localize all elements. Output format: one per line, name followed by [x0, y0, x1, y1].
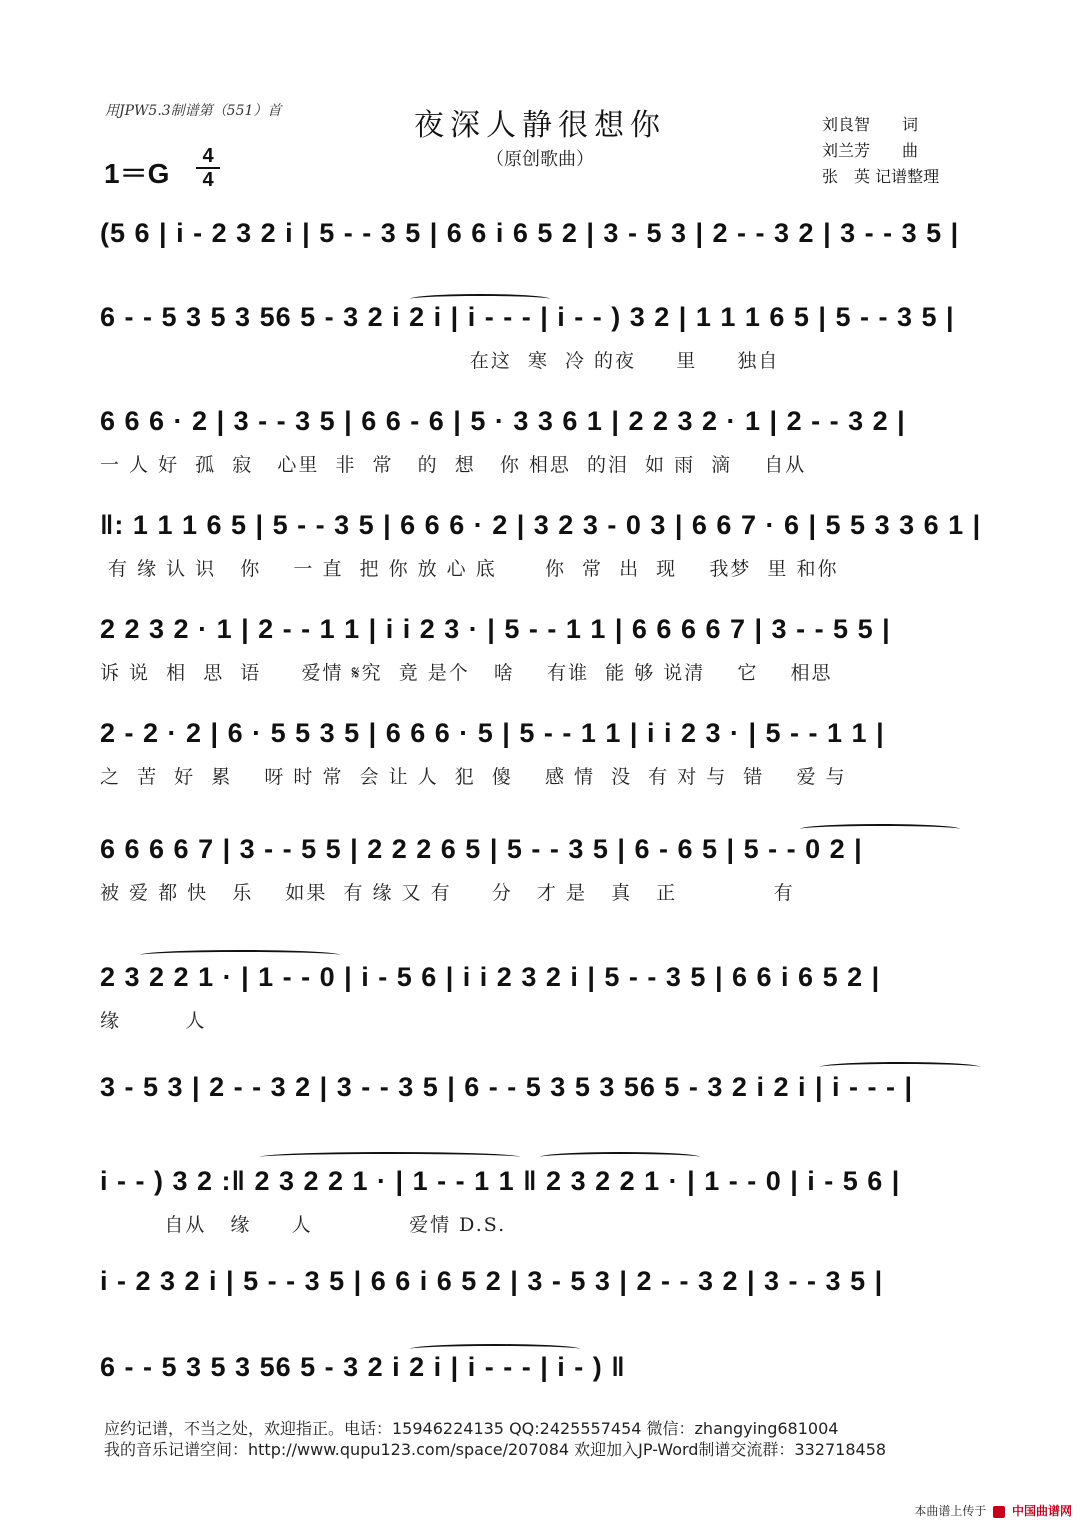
notation-line: ‖: 1 1 1 6 5 | 5 - - 3 5 | 6 6 6 · 2 | 3 2 3 - 0 3 | 6 6 7 · 6 | 5 5 3 3 6 1 | — [100, 510, 982, 540]
notation-line: 6 6 6 · 2 | 3 - - 3 5 | 6 6 - 6 | 5 · 3 3 6 1 | 2 2 3 2 · 1 | 2 - - 3 2 | — [100, 406, 906, 436]
composer-credit: 刘兰芳 曲 — [822, 141, 919, 160]
lyrics-line: 一 人 好 孤 寂 心里 非 常 的 想 你 相思 的泪 如 雨 滴 自从 — [100, 454, 807, 476]
key-signature: 1＝G — [104, 158, 170, 189]
lyrics-line: 自从 缘 人 爱情 D.S. — [100, 1214, 507, 1236]
volta-bracket — [260, 1152, 520, 1162]
notation-line: 2 - 2 · 2 | 6 · 5 5 3 5 | 6 6 6 · 5 | 5 - - 1 1 | i i 2 3 · | 5 - - 1 1 | — [100, 718, 885, 748]
ending-bracket — [540, 1152, 700, 1162]
software-credit: 用JPW5.3制谱第（551）首 — [105, 103, 282, 119]
lyrics-line — [100, 1396, 980, 1420]
time-signature — [196, 146, 220, 190]
notation-line: 6 - - 5 3 5 3 56 5 - 3 2 i 2 i | i - - - | i - ) ‖ — [100, 1352, 626, 1382]
site-logo-icon — [993, 1506, 1005, 1518]
lyrics-line: 缘 人 — [100, 1010, 207, 1032]
tie-arc — [140, 950, 340, 960]
lyrics-line — [100, 1310, 980, 1334]
notation-line: 3 - 5 3 | 2 - - 3 2 | 3 - - 3 5 | 6 - - 5 3 5 3 56 5 - 3 2 i 2 i | i - - - | — [100, 1072, 914, 1102]
upload-prefix: 本曲谱上传于 — [914, 1504, 987, 1518]
song-subtitle: （原创歌曲） — [486, 149, 594, 170]
tie-arc — [820, 1062, 980, 1072]
lyrics-line: 诉 说 相 思 语 爱情 𝄋究 竟 是个 啥 有谁 能 够 说清 它 相思 — [100, 662, 833, 684]
site-brand[interactable]: 中国曲谱网 — [1011, 1504, 1072, 1518]
footer-notes — [104, 1418, 886, 1460]
lyrics-line: 在这 寒 冷 的夜 里 独自 — [100, 350, 780, 372]
footer-links[interactable]: 我的音乐记谱空间：http://www.qupu123.com/space/207084 欢迎加入JP-Word制谱交流群：332718458 — [104, 1440, 887, 1459]
notation-line: i - - ) 3 2 :‖ 2 3 2 2 1 · | 1 - - 1 1 ‖ 2 3 2 2 1 · | 1 - - 0 | i - 5 6 | — [100, 1166, 901, 1196]
lyrics-line: 之 苦 好 累 呀 时 常 会 让 人 犯 傻 感 情 没 有 对 与 错 爱 与 — [100, 766, 847, 788]
song-title: 夜深人静很想你 — [414, 108, 666, 143]
lyrics-line — [100, 262, 980, 286]
transcriber-credit: 张 英 记谱整理 — [822, 167, 940, 186]
footer-contact: 应约记谱，不当之处，欢迎指正。电话：15946224135 QQ:2425557454 微信：zhangying681004 — [104, 1419, 839, 1438]
notation-line: 6 - - 5 3 5 3 56 5 - 3 2 i 2 i | i - - - | i - - ) 3 2 | 1 1 1 6 5 | 5 - - 3 5 | — [100, 302, 955, 332]
tie-arc — [800, 824, 960, 834]
notation-line: i - 2 3 2 i | 5 - - 3 5 | 6 6 i 6 5 2 | 3 - 5 3 | 2 - - 3 2 | 3 - - 3 5 | — [100, 1266, 884, 1296]
notation-line: 2 3 2 2 1 · | 1 - - 0 | i - 5 6 | i i 2 3 2 i | 5 - - 3 5 | 6 6 i 6 5 2 | — [100, 962, 881, 992]
upload-note — [914, 1502, 1072, 1519]
time-signature-top: 4 — [202, 145, 214, 167]
notation-line: 6 6 6 6 7 | 3 - - 5 5 | 2 2 2 6 5 | 5 - - 3 5 | 6 - 6 5 | 5 - - 0 2 | — [100, 834, 863, 864]
lyrics-line — [100, 1116, 980, 1140]
time-signature-bottom: 4 — [202, 169, 214, 191]
lyricist-credit: 刘良智 词 — [822, 115, 919, 134]
lyrics-line: 被 爱 都 快 乐 如果 有 缘 又 有 分 才 是 真 正 有 — [100, 882, 795, 904]
notation-line: 2 2 3 2 · 1 | 2 - - 1 1 | i i 2 3 · | 5 - - 1 1 | 6 6 6 6 7 | 3 - - 5 5 | — [100, 614, 891, 644]
notation-line: (5 6 | i - 2 3 2 i | 5 - - 3 5 | 6 6 i 6 5 2 | 3 - 5 3 | 2 - - 3 2 | 3 - - 3 5 | — [100, 218, 960, 248]
author-credits — [822, 112, 939, 190]
lyrics-line: 有 缘 认 识 你 一 直 把 你 放 心 底 你 常 出 现 我梦 里 和你 — [100, 558, 839, 580]
